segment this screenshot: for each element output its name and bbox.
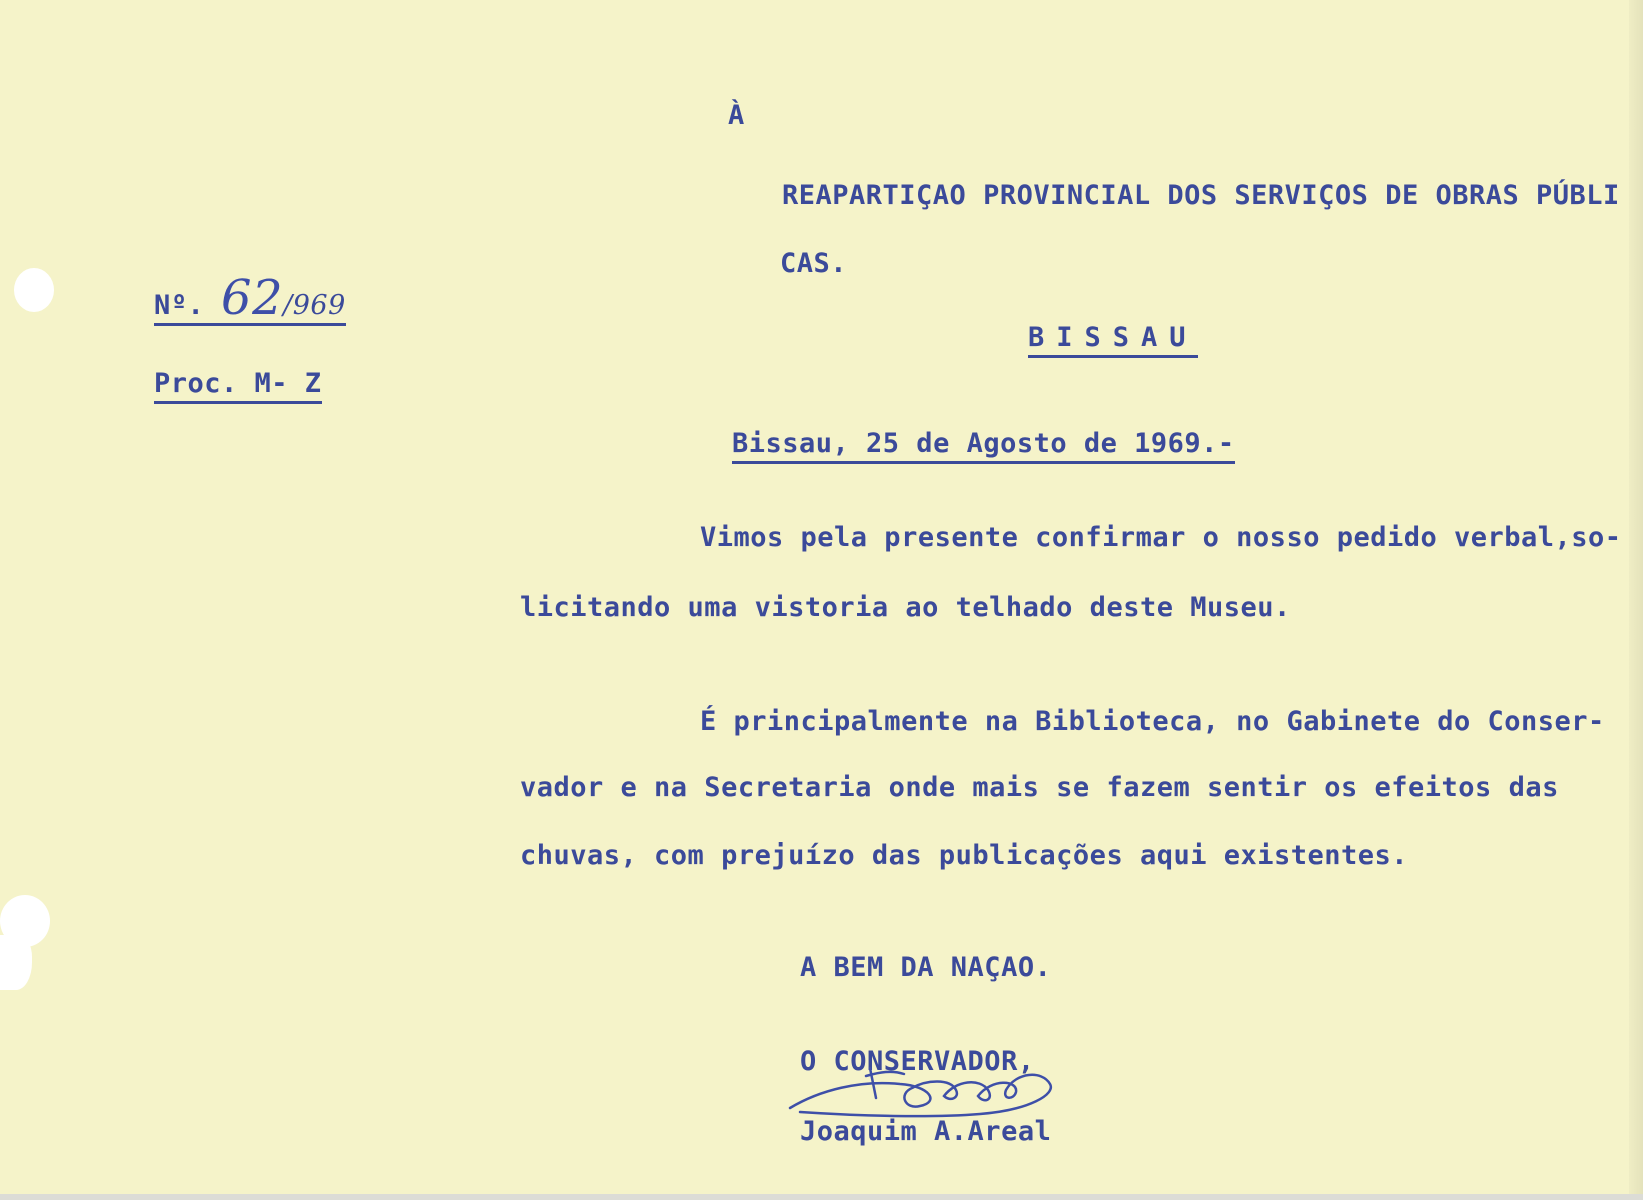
handwritten-number: 62 [221, 270, 284, 326]
process-reference: Proc. M- Z [154, 368, 322, 399]
reference-number [154, 270, 346, 326]
letter-date: Bissau, 25 de Agosto de 1969.- [732, 428, 1235, 459]
paper-bottom-edge [0, 1194, 1643, 1200]
punch-hole [14, 268, 54, 312]
number-label: Nº. [154, 290, 205, 321]
signatory-title: O CONSERVADOR, [800, 1046, 1035, 1077]
signatory-name: Joaquim A.Areal [800, 1116, 1052, 1147]
salutation: À [728, 100, 745, 131]
paper-edge [1629, 0, 1643, 1200]
addressee-line-1: REAPARTIÇAO PROVINCIAL DOS SERVIÇOS DE OBRAS PÚBLI [782, 180, 1620, 211]
number-year: /969 [283, 290, 346, 321]
paragraph-2-line-2: vador e na Secretaria onde mais se fazem sentir os efeitos das [520, 772, 1559, 803]
closing-formula: A BEM DA NAÇAO. [800, 952, 1052, 983]
paragraph-1-line-1: Vimos pela presente confirmar o nosso pedido verbal,so- [700, 522, 1622, 553]
paragraph-2-line-1: É principalmente na Biblioteca, no Gabinete do Conser- [700, 706, 1605, 737]
paper-tear [0, 935, 32, 990]
addressee-line-2: CAS. [780, 248, 848, 279]
paragraph-1-line-2: licitando uma vistoria ao telhado deste Museu. [520, 592, 1291, 623]
paragraph-2-line-3: chuvas, com prejuízo das publicações aqui existentes. [520, 840, 1409, 871]
addressee-city: BISSAU [1028, 322, 1198, 353]
